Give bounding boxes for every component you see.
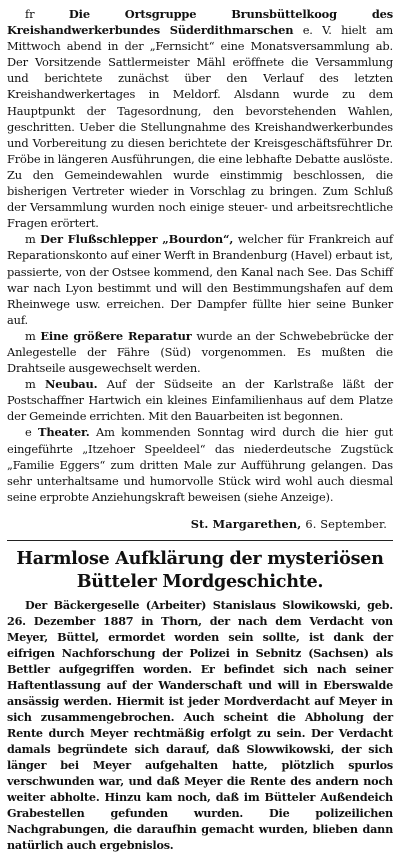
- item-lead: Neubau.: [44, 377, 98, 392]
- news-item-neubau: [7, 376, 393, 424]
- news-item-reparatur: [7, 328, 393, 376]
- section-divider: [7, 540, 393, 541]
- news-item-theater: [7, 424, 393, 504]
- item-marker: m: [25, 328, 36, 343]
- item-body: welcher für Frankreich auf Reparationskonto auf einer Werft in Brandenburg (Havel) erbaut ist, passierte, von der Ostsee kommend, den Kanal nach See. Das Schiff war nach Lyon bestimmt und will den Bestimmungshafen auf dem Rheinwege usw. erreichen. Der Dampfer füllte hier seine Bunker auf.: [7, 232, 393, 327]
- item-marker: e: [25, 425, 32, 440]
- item-body: Auf der Südseite an der Karlstraße läßt der Postschaffner Hartwich ein kleines Einfamilienhaus auf dem Platze der Gemeinde errichten. Mit den Bauarbeiten ist begonnen.: [7, 377, 393, 424]
- news-item-ortsgruppe: [7, 6, 393, 231]
- item-marker: m: [25, 377, 36, 392]
- item-body: Am kommenden Sonntag wird durch die hier gut eingeführte „Itzehoer Speeldeel“ das niederdeutsche Zugstück „Familie Eggers“ zum dritten Male zur Aufführung gelangen. Das sehr unterhaltsame und humorvolle Stück wird wohl auch diesmal seine erprobte Anziehungskraft beweisen (siehe Anzeige).: [7, 425, 394, 504]
- headline-line-2: Bütteler Mordgeschichte.: [76, 570, 324, 592]
- item-body: e. V. hielt am Mittwoch abend in der „Fernsicht“ eine Monatsversammlung ab. Der Vorsitzende Sattlermeister Mähl eröffnete die Versammlung und berichtete zunächst über den Verlauf des letzten Kreishandwerkertages in Meldorf. Alsdann wurde zu dem Hauptpunkt der Tagesordnung, den bevorstehenden Wahlen, geschritten. Ueber die Stellungnahme des Kreishandwerkerbundes und Vorbereitung zu diesen berichtete der Kreisgeschäftsführer Dr. Fröbe in längeren Ausführungen, die eine lebhafte Debatte auslöste. Zu den Gemeindewahlen wurde einstimmig beschlossen, die bisherigen Vertreter wieder in Vorschlag zu bringen. Zum Schluß der Versammlung wurden noch einige steuer- und arbeitsrechtliche Fragen erörtert.: [7, 23, 393, 231]
- dateline-place: St. Margarethen,: [190, 516, 302, 531]
- item-body: wurde an der Schwebebrücke der Anlegestelle der Fähre (Süd) vorgenommen. Es mußten die Drahtseile ausgewechselt werden.: [7, 328, 393, 376]
- item-marker: m: [25, 232, 36, 247]
- item-lead: Eine größere Reparatur: [40, 328, 192, 343]
- news-item-flussschlepper: [7, 231, 393, 328]
- headline-line-1: Harmlose Aufklärung der mysteriösen: [16, 547, 384, 569]
- article-headline: [7, 547, 393, 593]
- item-lead: Theater.: [38, 425, 90, 440]
- item-marker: fr: [25, 7, 35, 21]
- item-lead: Die Ortsgruppe Brunsbüttelkoog des Kreishandwerkerbundes Süderdithmarschen: [7, 7, 393, 38]
- dateline: [7, 516, 387, 532]
- article-body: Der Bäckergeselle (Arbeiter) Stanislaus Slowikowski, geb. 26. Dezember 1887 in Thorn, der nach dem Verdacht von Meyer, Büttel, ermordet worden sein sollte, ist dank der eifrigen Nachforschung der Polizei in Sebnitz (Sachsen) als Bettler aufgegriffen worden. Er befindet sich nach seiner Haftentlassung auf der Wanderschaft und will in Eberswalde ansässig werden. Hiermit ist jeder Mordverdacht auf Meyer in sich zusammengebrochen. Auch scheint die Abholung der Rente durch Meyer rechtmäßig erfolgt zu sein. Der Verdacht damals begründete sich darauf, daß Slowwikowski, der sich länger bei Meyer aufgehalten hatte, plötzlich spurlos verschwunden war, und daß Meyer die Rente des andern noch weiter abholte. Hinzu kam noch, daß im Bütteler Außendeich Grabestellen gefunden wurden. Die polizeilichen Nachgrabungen, die daraufhin gemacht wurden, blieben dann natürlich auch ergebnislos.: [7, 597, 393, 852]
- item-lead: Der Flußschlepper „Bourdon“,: [40, 232, 234, 247]
- dateline-date: 6. September.: [305, 516, 387, 531]
